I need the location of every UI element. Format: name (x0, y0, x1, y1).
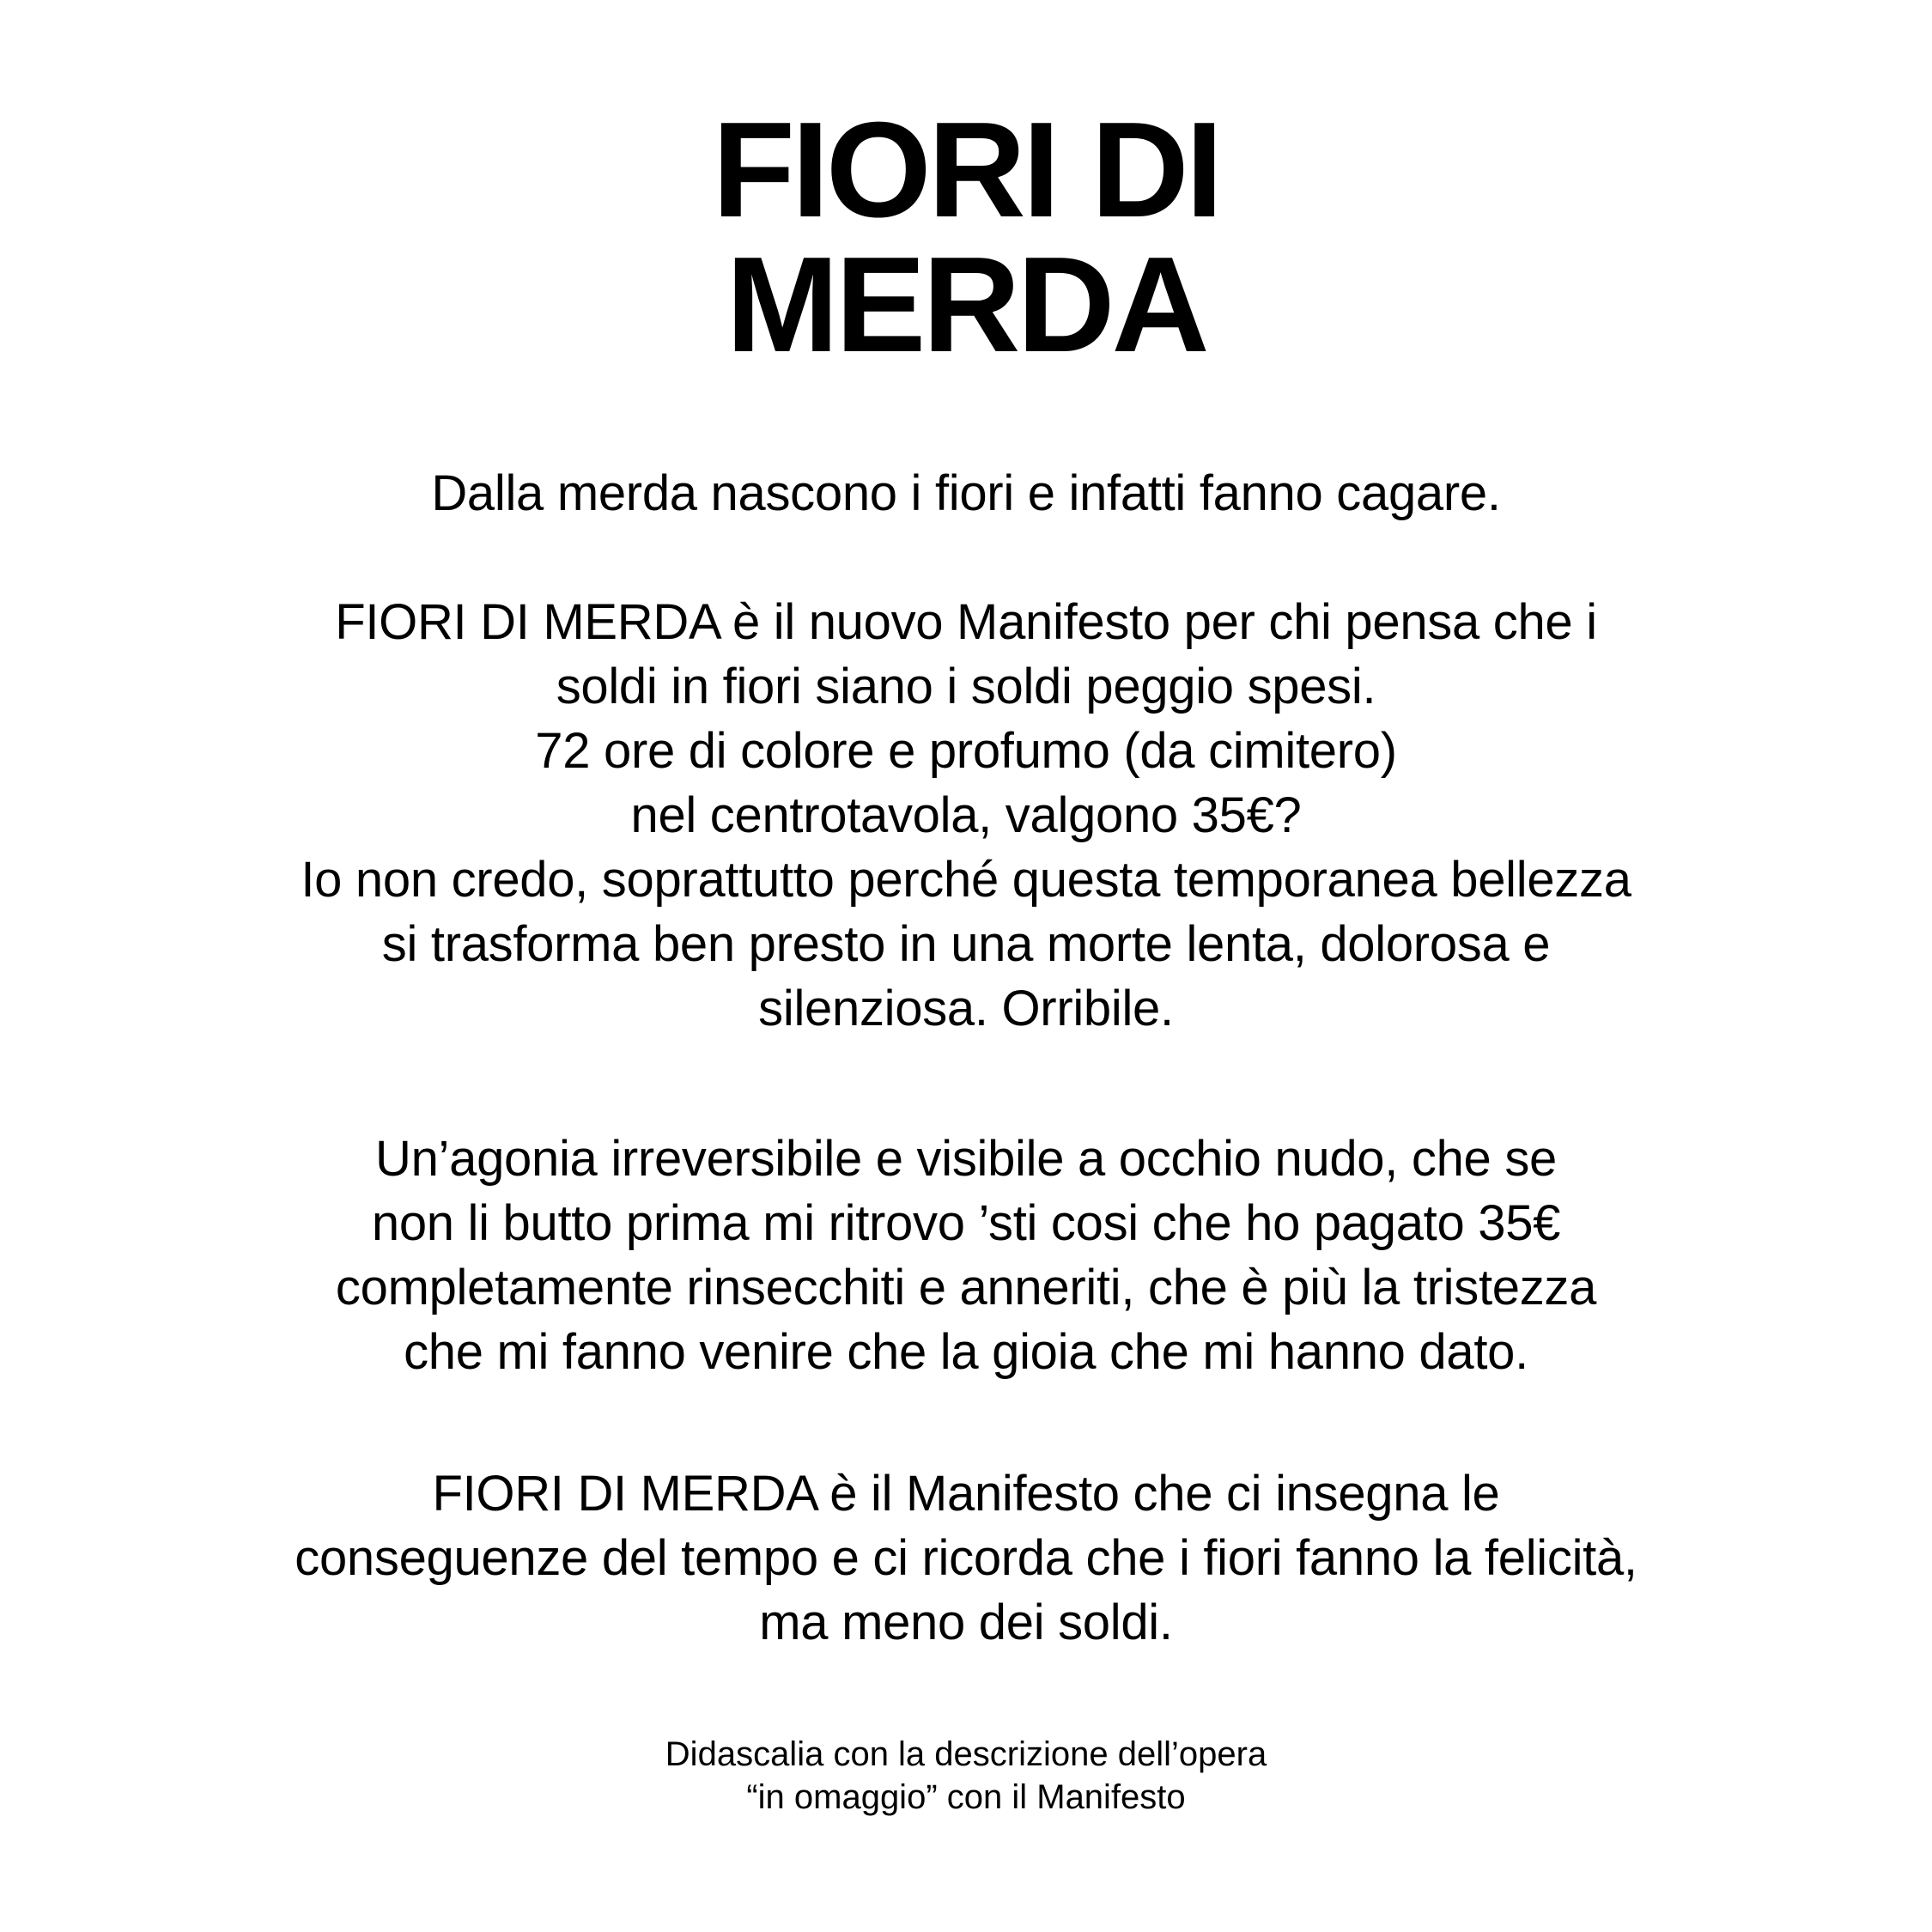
text-line: FIORI DI MERDA è il nuovo Manifesto per chi pensa che i (335, 594, 1597, 650)
text-line: soldi in fiori siano i soldi peggio spesi. (556, 659, 1376, 714)
text-line: non li butto prima mi ritrovo ’sti cosi che ho pagato 35€ (371, 1195, 1561, 1251)
text-line: Un’agonia irreversibile e visibile a occhio nudo, che se (375, 1131, 1557, 1187)
text-line: ma meno dei soldi. (759, 1595, 1173, 1650)
caption (0, 1733, 1932, 1819)
caption-line-2: “in omaggio” con il Manifesto (746, 1778, 1186, 1816)
text-line: nel centrotavola, valgono 35€? (630, 787, 1302, 843)
text-line: Dalla merda nascono i fiori e infatti fanno cagare. (431, 465, 1501, 521)
caption-line-1: Didascalia con la descrizione dell’opera (665, 1735, 1267, 1773)
text-line: si trasforma ben presto in una morte lenta, dolorosa e (381, 916, 1551, 972)
text-line: FIORI DI MERDA è il Manifesto che ci insegna le (432, 1466, 1500, 1522)
text-line: silenziosa. Orribile. (758, 981, 1174, 1036)
paragraph-intro (52, 461, 1880, 526)
text-line: completamente rinsecchiti e anneriti, che è più la tristezza (335, 1260, 1597, 1315)
paragraph-manifesto (52, 590, 1880, 1041)
paragraph-agonia (52, 1127, 1880, 1384)
text-line: 72 ore di colore e profumo (da cimitero) (535, 723, 1397, 779)
text-line: che mi fanno venire che la gioia che mi hanno dato. (404, 1324, 1528, 1380)
paragraph-conclusion (52, 1461, 1880, 1655)
text-line: conseguenze del tempo e ci ricorda che i fiori fanno la felicità, (295, 1530, 1637, 1586)
title-line-2: MERDA (726, 229, 1206, 380)
page-title (0, 94, 1932, 380)
text-line: Io non credo, soprattutto perché questa temporanea bellezza (301, 852, 1631, 908)
title-line-1: FIORI DI (712, 94, 1220, 246)
